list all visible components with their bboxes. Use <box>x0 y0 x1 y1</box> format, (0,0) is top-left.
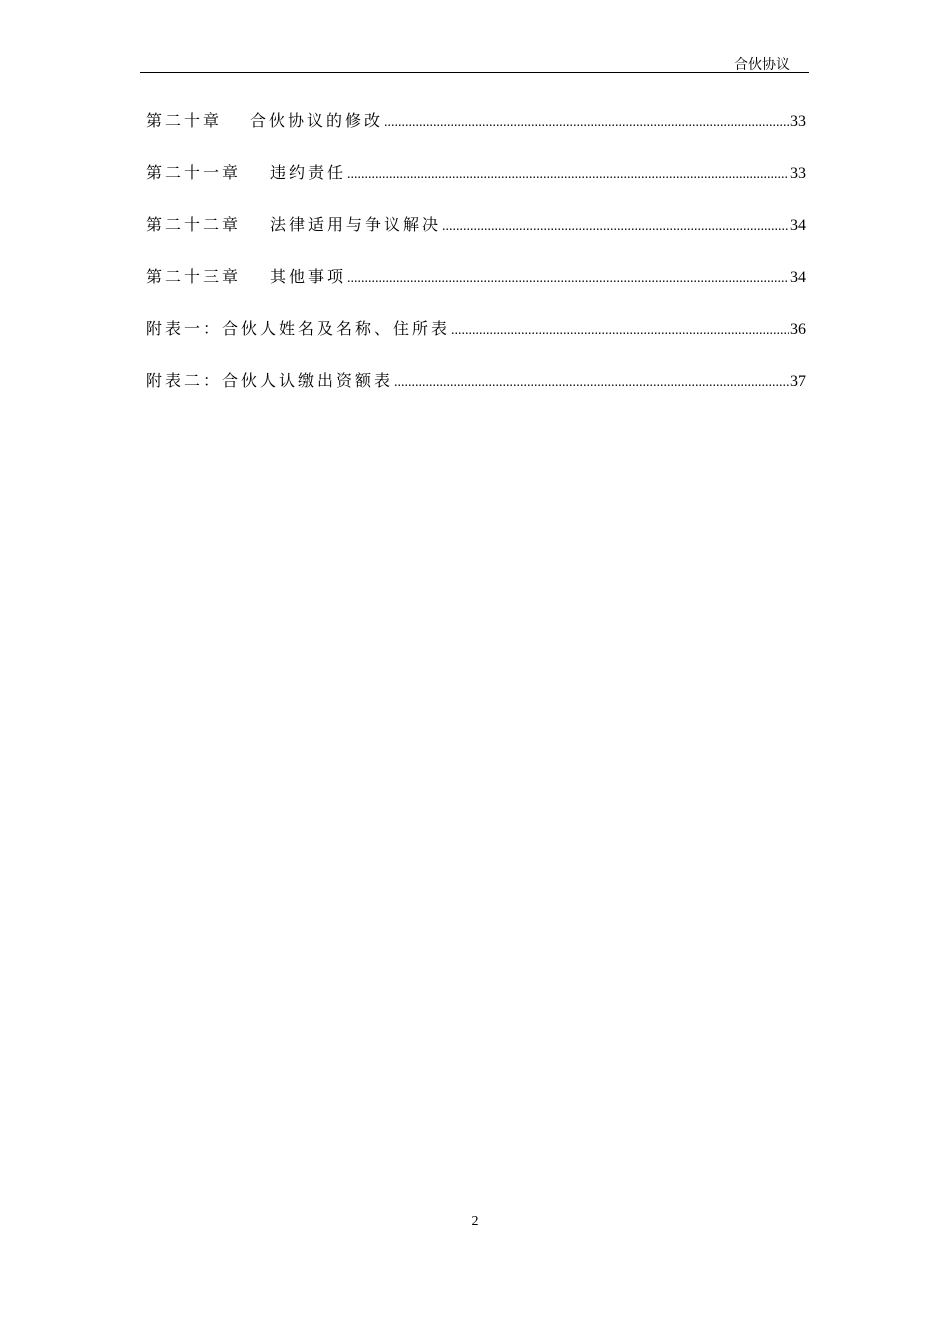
toc-dot-leader <box>347 162 789 188</box>
toc-page-number: 33 <box>790 165 806 182</box>
toc-entry-title: 法律适用与争议解决 <box>270 215 442 234</box>
toc-entry[interactable] <box>146 108 806 160</box>
toc-appendix-title: 附表一：合伙人姓名及名称、住所表 <box>146 319 451 338</box>
toc-entry[interactable] <box>146 264 806 316</box>
page-header-title: 合伙协议 <box>734 57 790 73</box>
toc-dot-leader <box>347 266 789 292</box>
toc-page-number: 33 <box>790 113 806 130</box>
toc-page-number: 34 <box>790 217 806 234</box>
toc-appendix-title: 附表二：合伙人认缴出资额表 <box>146 371 394 390</box>
page-number: 2 <box>471 1214 479 1229</box>
toc-chapter-label: 第二十二章 <box>146 215 242 234</box>
header-rule <box>140 72 809 73</box>
table-of-contents <box>146 108 806 420</box>
toc-chapter-label: 第二十章 <box>146 111 223 130</box>
toc-entry-title: 合伙协议的修改 <box>250 111 384 130</box>
toc-entry[interactable] <box>146 160 806 212</box>
toc-dot-leader <box>394 370 789 396</box>
toc-chapter-label: 第二十三章 <box>146 267 242 286</box>
toc-dot-leader <box>451 318 789 344</box>
toc-page-number: 37 <box>790 373 806 390</box>
toc-dot-leader <box>384 110 789 136</box>
toc-entry-title: 其他事项 <box>270 267 347 286</box>
toc-entry[interactable] <box>146 368 806 420</box>
toc-page-number: 36 <box>790 321 806 338</box>
toc-entry-title: 违约责任 <box>270 163 347 182</box>
toc-chapter-label: 第二十一章 <box>146 163 242 182</box>
toc-entry[interactable] <box>146 316 806 368</box>
toc-entry[interactable] <box>146 212 806 264</box>
toc-page-number: 34 <box>790 269 806 286</box>
toc-dot-leader <box>442 214 789 240</box>
